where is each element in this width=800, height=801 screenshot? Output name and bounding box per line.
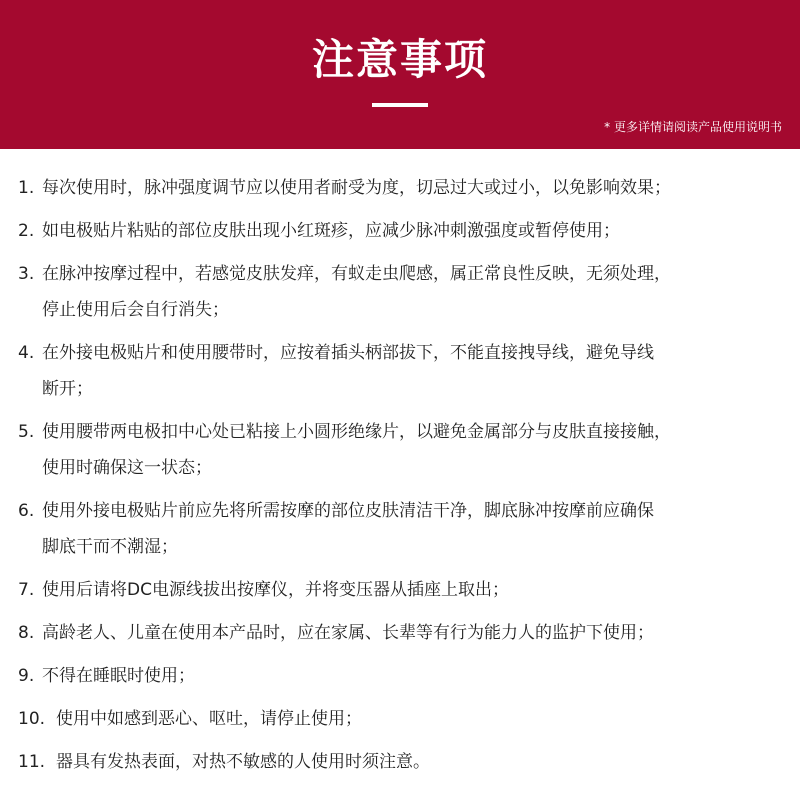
item-text-7: [42, 572, 782, 608]
item-text-11: [56, 744, 782, 780]
item-text-9: [42, 658, 782, 694]
title-divider: [372, 103, 428, 107]
item-text-line: 每次使用时，脉冲强度调节应以使用者耐受为度，切忌过大或过小，以免影响效果；: [42, 178, 671, 198]
precaution-item-3: [0, 256, 800, 328]
item-text-line: 断开；: [42, 379, 93, 399]
item-number-7: 7.: [18, 580, 35, 600]
item-text-5: [42, 414, 782, 486]
item-text-3: [42, 256, 782, 328]
item-number-9: 9.: [18, 666, 35, 686]
item-text-line: 不得在睡眠时使用；: [42, 666, 195, 686]
item-text-4: [42, 335, 782, 407]
manual-note: * 更多详情请阅读产品使用说明书: [604, 120, 782, 134]
precaution-item-4: [0, 335, 800, 407]
item-number-8: 8.: [18, 623, 35, 643]
notice-header: [0, 0, 800, 149]
item-text-10: [56, 701, 782, 737]
item-text-8: [42, 615, 782, 651]
precaution-item-10: [0, 701, 800, 737]
item-text-2: [42, 213, 782, 249]
item-text-line: 高龄老人、儿童在使用本产品时，应在家属、长辈等有行为能力人的监护下使用；: [42, 623, 654, 643]
item-text-1: [42, 170, 782, 206]
item-number-3: 3.: [18, 264, 35, 284]
item-text-line: 脚底干而不潮湿；: [42, 537, 178, 557]
item-text-line: 器具有发热表面，对热不敏感的人使用时须注意。: [56, 752, 430, 772]
item-text-line: 停止使用后会自行消失；: [42, 300, 229, 320]
precaution-item-6: [0, 493, 800, 565]
precaution-item-8: [0, 615, 800, 651]
page-title: 注意事项: [311, 35, 488, 84]
item-number-1: 1.: [18, 178, 35, 198]
item-text-line: 使用后请将DC电源线拔出按摩仪，并将变压器从插座上取出；: [42, 580, 509, 600]
item-number-5: 5.: [18, 422, 35, 442]
item-number-6: 6.: [18, 501, 35, 521]
item-text-line: 在脉冲按摩过程中，若感觉皮肤发痒，有蚁走虫爬感，属正常良性反映，无须处理，: [42, 264, 671, 284]
item-text-line: 使用中如感到恶心、呕吐，请停止使用；: [56, 709, 362, 729]
item-number-11: 11.: [18, 752, 46, 772]
item-number-10: 10.: [18, 709, 46, 729]
item-text-line: 如电极贴片粘贴的部位皮肤出现小红斑疹，应减少脉冲刺激强度或暂停使用；: [42, 221, 620, 241]
item-text-line: 在外接电极贴片和使用腰带时，应按着插头柄部拔下，不能直接拽导线，避免导线: [42, 343, 654, 363]
item-text-line: 使用腰带两电极扣中心处已粘接上小圆形绝缘片，以避免金属部分与皮肤直接接触，: [42, 422, 671, 442]
precautions-list: [0, 170, 800, 787]
precaution-item-7: [0, 572, 800, 608]
precaution-item-2: [0, 213, 800, 249]
item-text-6: [42, 493, 782, 565]
item-number-2: 2.: [18, 221, 35, 241]
precaution-item-9: [0, 658, 800, 694]
precaution-item-11: [0, 744, 800, 780]
precaution-item-1: [0, 170, 800, 206]
item-number-4: 4.: [18, 343, 35, 363]
item-text-line: 使用外接电极贴片前应先将所需按摩的部位皮肤清洁干净，脚底脉冲按摩前应确保: [42, 501, 654, 521]
item-text-line: 使用时确保这一状态；: [42, 458, 212, 478]
precaution-item-5: [0, 414, 800, 486]
